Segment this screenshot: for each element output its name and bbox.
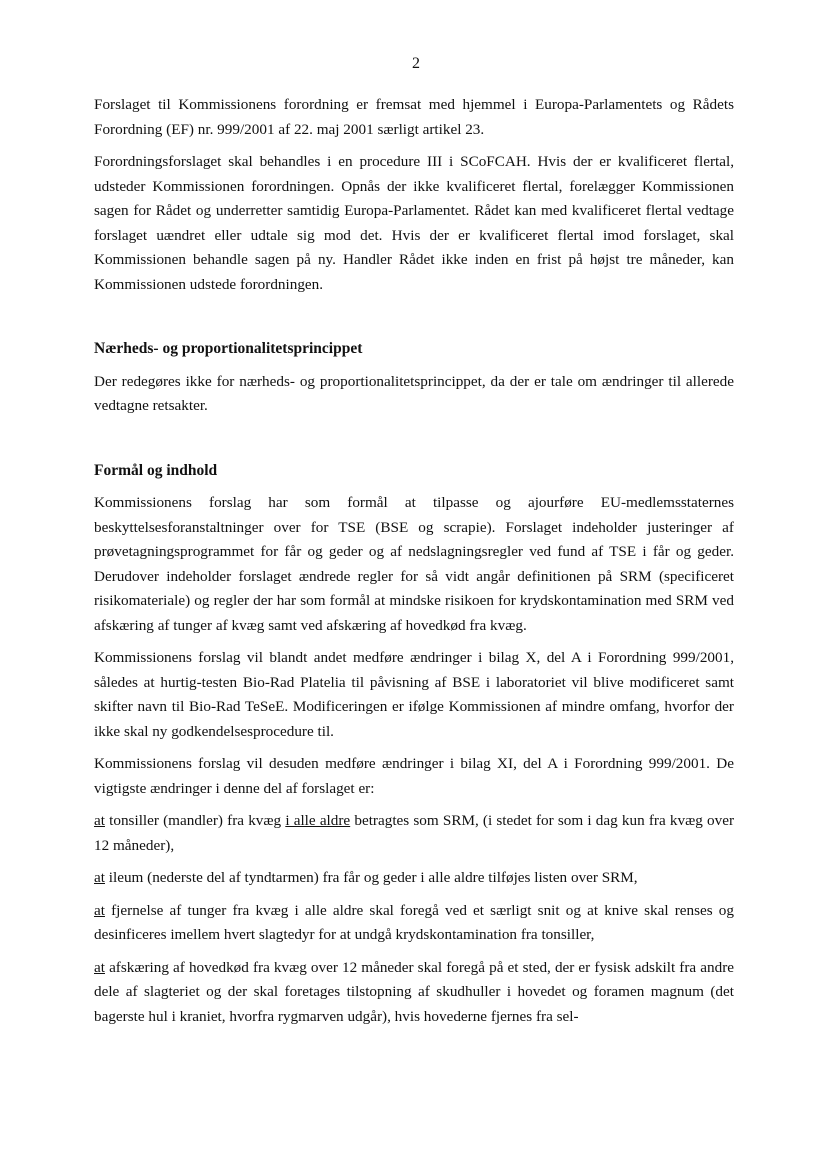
list-item-lead: at bbox=[94, 958, 105, 976]
list-item-tonsils: at tonsiller (mandler) fra kvæg i alle aldre betragtes som SRM, (i stedet for som i dag kun fra kvæg over 12 måneder), bbox=[94, 812, 734, 854]
section-heading-purpose: Formål og indhold bbox=[94, 461, 218, 479]
underlined-phrase: i alle aldre bbox=[285, 812, 351, 829]
document-body bbox=[94, 93, 734, 1037]
list-item-lead: at bbox=[94, 901, 105, 919]
section-heading-subsidiarity: Nærheds- og proportionalitetsprincippet bbox=[94, 340, 363, 357]
list-item-lead: at bbox=[94, 869, 105, 886]
list-item-lead: at bbox=[94, 812, 105, 829]
list-item-tongues: at fjernelse af tunger fra kvæg i alle aldre skal foregå ved et særligt snit og at knive skal renses og desinficeres imellem hvert slagtedyr for at undgå krydskontamination fra tonsiller, bbox=[94, 901, 734, 943]
list-item-head-meat: at afskæring af hovedkød fra kvæg over 12 måneder skal foregå på et sted, der er fysisk adskilt fra andre dele af slagteriet og der skal foretages tilstopning af skudhuller i hovedet og foramen magnum (det bagerste hul i kraniet, hvorfra rygmarven udgår), hvis hovederne fjernes fra sel- bbox=[94, 958, 734, 1025]
page-number: 2 bbox=[412, 55, 420, 72]
paragraph-annex-xi: Kommissionens forslag vil desuden medføre ændringer i bilag XI, del A i Forordning 999/2001. De vigtigste ændringer i denne del af forslaget er: bbox=[94, 755, 734, 797]
section-spacer bbox=[94, 427, 734, 459]
paragraph-subsidiarity: Der redegøres ikke for nærheds- og proportionalitetsprincippet, da der er tale om ændringer til allerede vedtagne retsakter. bbox=[94, 372, 734, 414]
paragraph-purpose: Kommissionens forslag har som formål at tilpasse og ajourføre EU-medlemsstaternes beskyttelsesforanstaltninger over for TSE (BSE og scrapie). Forslaget indeholder justeringer af prøvetagningsprogrammet for får og geder og af nedslagningsregler ved fund af TSE i får og geder. Derudover indeholder forslaget ændrede regler for så vidt angår definitionen på SRM (specificeret risikomateriale) og regler der har som formål at mindske risikoen for krydskontamination med SRM ved afskæring af tunger af kvæg samt ved afskæring af hovedkød fra kvæg. bbox=[94, 494, 734, 634]
list-item-ileum: at ileum (nederste del af tyndtarmen) fra får og geder i alle aldre tilføjes listen over SRM, bbox=[94, 869, 638, 886]
paragraph-procedure: Forordningsforslaget skal behandles i en procedure III i SCoFCAH. Hvis der er kvalificeret flertal, udsteder Kommissionen forordningen. Opnås der ikke kvalificeret flertal, forelægger Kommissionen sagen for Rådet og underretter samtidig Europa-Parlamentet. Rådet kan med kvalificeret flertal vedtage forslaget uændret eller udtale sig mod det. Hvis der er kvalificeret flertal imod forslaget, skal Kommissionen behandle sagen på ny. Handler Rådet ikke inden en frist på højst tre måneder, kan Kommissionen udstede forordningen. bbox=[94, 153, 734, 293]
paragraph-legal-basis: Forslaget til Kommissionens forordning er fremsat med hjemmel i Europa-Parlamentets og Rådets Forordning (EF) nr. 999/2001 af 22. maj 2001 særligt artikel 23. bbox=[94, 96, 734, 138]
section-spacer bbox=[94, 305, 734, 337]
paragraph-annex-x: Kommissionens forslag vil blandt andet medføre ændringer i bilag X, del A i Forordning 999/2001, således at hurtig-testen Bio-Rad Platelia til påvisning af BSE i laboratoriet vil blive modificeret samt skifter navn til Bio-Rad TeSeE. Modificeringen er ifølge Kommissionen af mindre omfang, hvorfor der ikke skal ny godkendelsesprocedure til. bbox=[94, 649, 734, 740]
